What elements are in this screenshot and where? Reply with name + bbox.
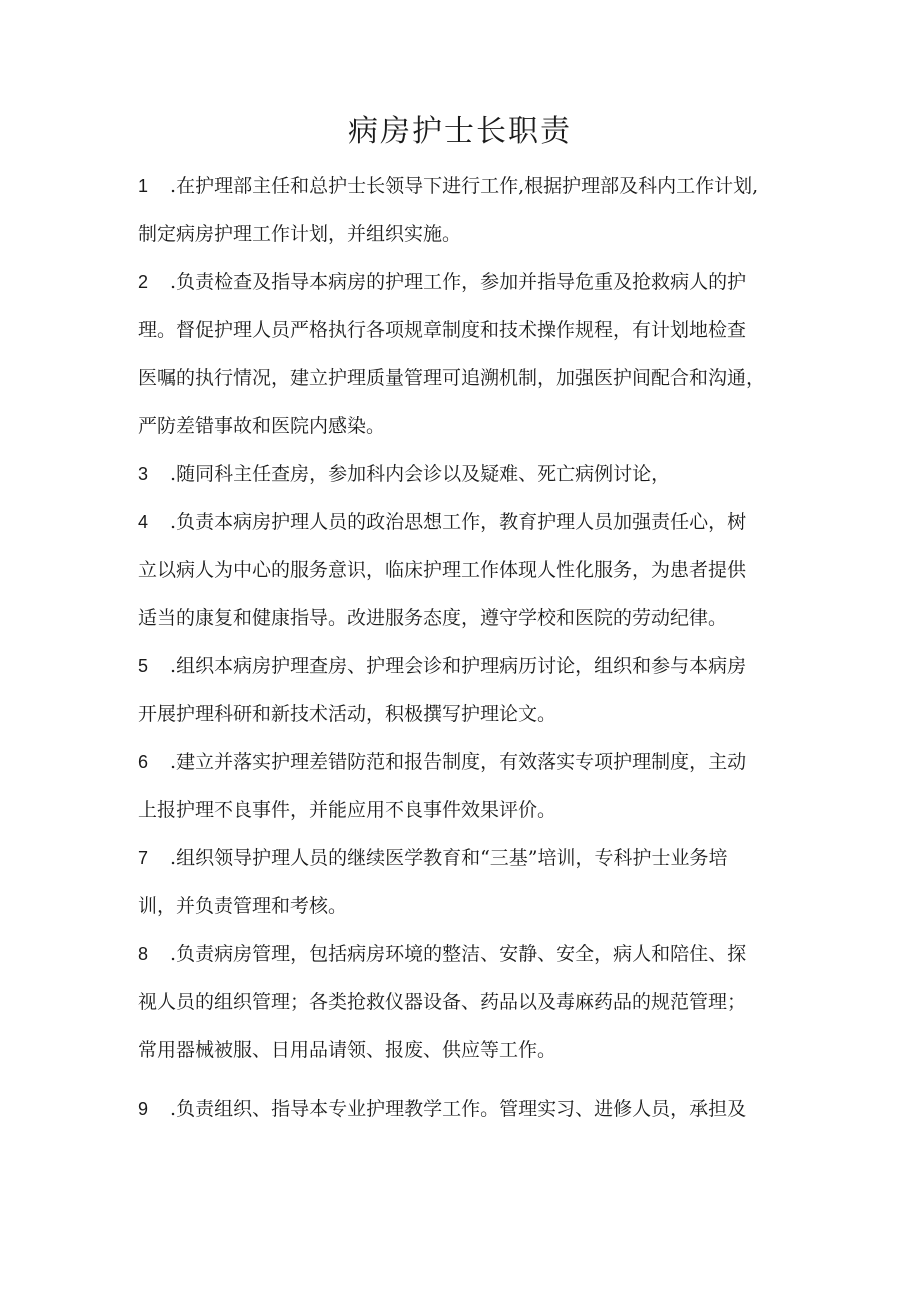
item-text: .组织领导护理人员的继续医学教育和“三基”培训，专科护士业务培 [164,847,728,869]
item-text: .随同科主任查房，参加科内会诊以及疑难、死亡病例讨论， [164,463,671,485]
document-title: 病房护士长职责 [348,114,572,149]
list-item-5-line-1 [138,650,798,682]
list-item-1-line-1 [138,170,798,202]
list-item-6-line-2: 上报护理不良事件，并能应用不良事件效果评价。 [138,799,557,821]
item-text: .在护理部主任和总护士长领导下进行工作,根据护理部及科内工作计划, [164,175,759,197]
item-number: 7 [138,848,149,868]
item-text: .负责组织、指导本专业护理教学工作。管理实习、进修人员，承担及 [164,1098,747,1120]
list-item-4-line-3: 适当的康复和健康指导。改进服务态度，遵守学校和医院的劳动纪律。 [138,607,728,629]
item-text: .负责检查及指导本病房的护理工作，参加并指导危重及抢救病人的护 [164,271,747,293]
item-number: 5 [138,656,149,676]
list-item-4-line-1 [138,506,798,538]
list-item-3-line-1 [138,458,798,490]
list-item-9-line-1 [138,1093,798,1125]
item-number: 2 [138,272,149,292]
item-number: 8 [138,944,149,964]
item-number: 9 [138,1099,149,1119]
list-item-2-line-1 [138,266,798,298]
list-item-2-line-4: 严防差错事故和医院内感染。 [138,415,386,437]
item-text: .负责本病房护理人员的政治思想工作，教育护理人员加强责任心，树 [164,511,747,533]
list-item-8-line-1 [138,938,798,970]
list-item-2-line-3: 医嘱的执行情况，建立护理质量管理可追溯机制，加强医护间配合和沟通， [138,367,766,389]
item-number: 1 [138,176,149,196]
list-item-7-line-2: 训，并负责管理和考核。 [138,895,348,917]
list-item-5-line-2: 开展护理科研和新技术活动，积极撰写护理论文。 [138,703,557,725]
list-item-1-line-2: 制定病房护理工作计划，并组织实施。 [138,223,462,245]
list-item-2-line-2: 理。督促护理人员严格执行各项规章制度和技术操作规程，有计划地检查 [138,319,747,341]
list-item-6-line-1 [138,746,798,778]
item-text: .建立并落实护理差错防范和报告制度，有效落实专项护理制度，主动 [164,751,747,773]
item-text: .负责病房管理，包括病房环境的整洁、安静、安全，病人和陪住、探 [164,943,747,965]
list-item-7-line-1 [138,842,798,874]
item-number: 3 [138,464,149,484]
item-number: 4 [138,512,149,532]
item-number: 6 [138,752,149,772]
list-item-8-line-3: 常用器械被服、日用品请领、报废、供应等工作。 [138,1039,557,1061]
item-text: .组织本病房护理查房、护理会诊和护理病历讨论，组织和参与本病房 [164,655,747,677]
list-item-8-line-2: 视人员的组织管理；各类抢救仪器设备、药品以及毒麻药品的规范管理； [138,991,747,1013]
list-item-4-line-2: 立以病人为中心的服务意识，临床护理工作体现人性化服务，为患者提供 [138,559,747,581]
